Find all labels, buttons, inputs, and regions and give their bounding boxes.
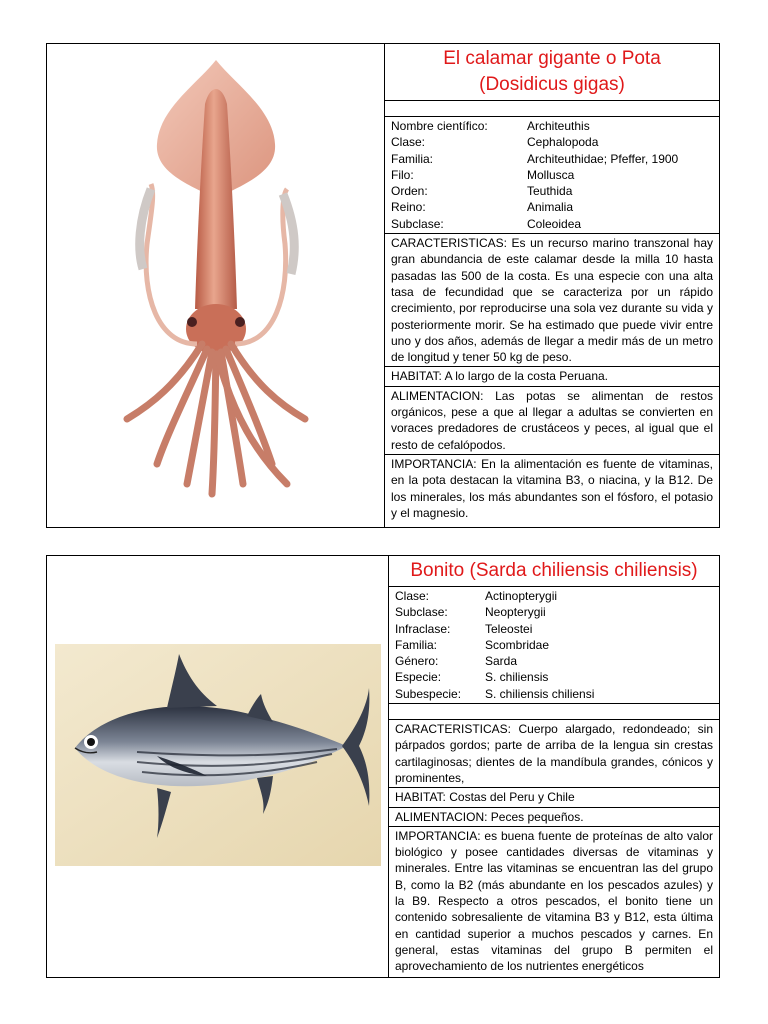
taxonomy-row [391,151,713,167]
squid-card [46,43,720,528]
squid-info [385,44,719,527]
taxonomy-row [391,216,713,232]
taxonomy-key: Subespecie: [395,686,462,701]
taxonomy-value: Architeuthis [527,119,590,133]
bonito-card [46,555,720,978]
bonito-title: Bonito (Sarda chiliensis chiliensis) [389,556,719,587]
taxonomy-row [395,604,713,620]
taxonomy-value: Animalia [527,200,574,215]
taxonomy-row [395,669,713,685]
taxonomy-key: Familia: [391,151,434,166]
taxonomy-value: Teuthida [527,184,573,199]
taxonomy-value: Cephalopoda [527,135,599,150]
bonito-illustration [47,556,389,977]
taxonomy-row [391,134,713,150]
taxonomy-row [391,183,713,199]
bonito-taxonomy [389,587,719,704]
squid-title [385,44,719,101]
blank-row [385,101,719,117]
taxonomy-value: Scombridae [485,637,550,652]
taxonomy-row [391,199,713,215]
squid-title-line1: El calamar gigante o Pota [443,48,661,69]
taxonomy-key: Clase: [395,589,430,603]
taxonomy-value: Architeuthidae; Pfeffer, 1900 [527,151,679,166]
taxonomy-row [395,637,713,653]
taxonomy-row [395,686,713,702]
taxonomy-value: S. chiliensis chiliensi [485,686,595,701]
squid-importancia: IMPORTANCIA: En la alimentación es fuente de vitaminas, en la pota destacan la vitamina B3, o niacina, y la B12. De los minerales, los más abundantes son el fósforo, el potasio y el magnesio. [391,456,713,520]
taxonomy-key: Nombre científico: [391,119,488,133]
squid-taxonomy [385,117,719,234]
bonito-info [389,556,719,977]
taxonomy-value: Coleoidea [527,216,582,231]
taxonomy-row [395,653,713,669]
taxonomy-value: Teleostei [485,621,533,636]
taxonomy-value: S. chiliensis [485,670,549,685]
bonito-habitat: HABITAT: Costas del Peru y Chile [389,788,719,807]
squid-caracteristicas: CARACTERISTICAS: Es un recurso marino transzonal hay gran abundancia de este calamar desde la milla 10 hasta pasadas las 500 de la costa. Es una especie con una alta tasa de fecundidad que se caracteriza por un rápido crecimiento, por reproducirse una sola vez durante su vida y posteriormente morir. Se ha estimado que puede vivir entre uno y dos años, además de llegar a medir más de un metro de longitud y tener 50 kg de peso. [385,234,719,367]
taxonomy-row [391,118,713,134]
taxonomy-key: Reino: [391,200,426,215]
taxonomy-key: Subclase: [395,605,448,620]
taxonomy-key: Infraclase: [395,621,451,636]
squid-habitat: HABITAT: A lo largo de la costa Peruana. [385,367,719,386]
taxonomy-value: Mollusca [527,167,575,182]
taxonomy-value: Sarda [485,654,518,669]
taxonomy-value: Actinopterygii [485,589,558,603]
taxonomy-row [391,167,713,183]
bonito-caracteristicas: CARACTERISTICAS: Cuerpo alargado, redondeado; sin párpados gordos; parte de arriba de la lengua sin crestas cartilaginosas; dientes de la mandíbula grandes, cónicos y prominentes, [389,720,719,788]
taxonomy-key: Orden: [391,184,428,199]
bonito-importancia: IMPORTANCIA: es buena fuente de proteínas de alto valor biológico y posee cantidades diversas de vitaminas y minerales. Entre las vitaminas se encuentran las del grupo B, como la B2 (más abundante en los pescados azules) y la B9. Respecto a otros pescados, el bonito tiene un contenido sobresaliente de vitamina B3 y B12, esta última en cantidad superior a muchos pescados y carnes. En general, estas vitaminas del grupo B permiten el aprovechamiento de los nutrientes energéticos [395,828,713,974]
squid-image-cell [47,44,385,527]
taxonomy-key: Familia: [395,637,438,652]
squid-title-line2: (Dosidicus gigas) [479,74,625,95]
taxonomy-row [395,621,713,637]
taxonomy-key: Filo: [391,167,414,182]
bonito-image-cell [47,556,389,977]
taxonomy-row [395,588,713,604]
taxonomy-key: Clase: [391,135,426,150]
taxonomy-key: Género: [395,654,439,669]
blank-row [389,704,719,720]
taxonomy-key: Subclase: [391,216,444,231]
squid-illustration [47,44,385,527]
taxonomy-value: Neopterygii [485,605,546,620]
bonito-alimentacion: ALIMENTACION: Peces pequeños. [389,808,719,827]
taxonomy-key: Especie: [395,670,442,685]
squid-alimentacion: ALIMENTACION: Las potas se alimentan de restos orgánicos, pese a que al llegar a adultas se convierten en voraces predadores de crustáceos y peces, al igual que el resto de cefalópodos. [385,387,719,455]
